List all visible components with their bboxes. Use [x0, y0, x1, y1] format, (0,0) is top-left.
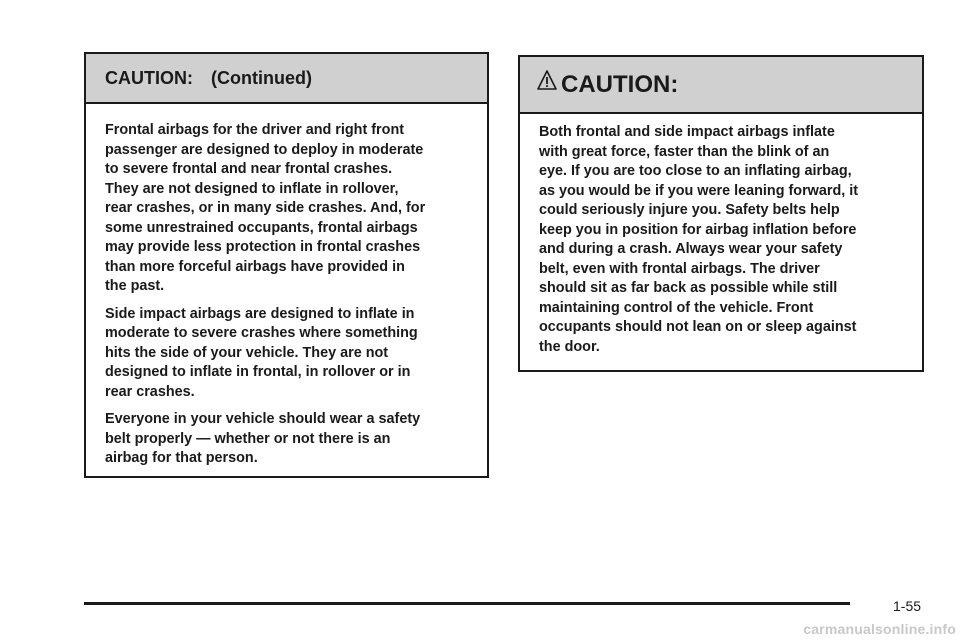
page-number: 1-55: [893, 598, 922, 614]
text-line: the door.: [539, 338, 600, 355]
caution-box-continued: [84, 52, 489, 478]
caution-box-airbag-force: [518, 55, 924, 372]
text-line: with great force, faster than the blink of an: [539, 143, 830, 160]
text-line: to severe frontal and near frontal crashes.: [105, 161, 393, 177]
text-line: belt properly — whether or not there is an: [105, 430, 391, 447]
caution-header: [520, 57, 922, 114]
text-line: airbag for that person.: [105, 450, 258, 466]
text-line: rear crashes.: [105, 383, 195, 400]
text-line: than more forceful airbags have provided in: [105, 258, 405, 275]
text-line: should sit as far back as possible while still: [539, 280, 838, 296]
text-line: maintaining control of the vehicle. Front: [539, 299, 814, 316]
caution-paragraph: [105, 121, 487, 297]
text-line: keep you in position for airbag inflation before: [539, 221, 857, 238]
text-line: the past.: [105, 278, 165, 294]
caution-header: [86, 54, 487, 104]
text-line: belt, even with frontal airbags. The driver: [539, 260, 820, 277]
text-line: moderate to severe crashes where something: [105, 325, 418, 341]
footer-rule: [84, 602, 850, 605]
text-line: some unrestrained occupants, frontal airbags: [105, 219, 418, 236]
text-line: may provide less protection in frontal crashes: [105, 239, 421, 255]
text-line: Both frontal and side impact airbags inflate: [539, 124, 835, 140]
text-line: eye. If you are too close to an inflating airbag,: [539, 163, 852, 179]
text-line: Everyone in your vehicle should wear a safety: [105, 411, 421, 427]
text-line: designed to inflate in frontal, in rollover or in: [105, 364, 411, 380]
continued-label: (Continued): [211, 67, 312, 88]
text-line: passenger are designed to deploy in moderate: [105, 141, 424, 158]
caution-text: [520, 114, 922, 357]
text-line: as you would be if you were leaning forward, it: [539, 182, 859, 199]
text-line: rear crashes, or in many side crashes. And, for: [105, 200, 426, 216]
caution-heading: CAUTION:: [561, 70, 679, 98]
text-line: Frontal airbags for the driver and right front: [105, 122, 405, 138]
caution-heading: CAUTION:: [105, 67, 193, 88]
caution-text: [86, 104, 487, 469]
warning-triangle-icon: [537, 69, 557, 91]
text-line: Side impact airbags are designed to inflate in: [105, 305, 415, 322]
text-line: could seriously injure you. Safety belts help: [539, 202, 840, 218]
text-line: and during a crash. Always wear your safety: [539, 241, 843, 257]
caution-paragraph: [105, 410, 487, 469]
text-line: occupants should not lean on or sleep against: [539, 319, 857, 335]
watermark: carmanualsonline.info: [803, 621, 956, 637]
text-line: hits the side of your vehicle. They are not: [105, 344, 389, 361]
caution-paragraph: [539, 123, 922, 357]
caution-paragraph: [105, 305, 487, 403]
text-line: They are not designed to inflate in rollover,: [105, 180, 399, 197]
